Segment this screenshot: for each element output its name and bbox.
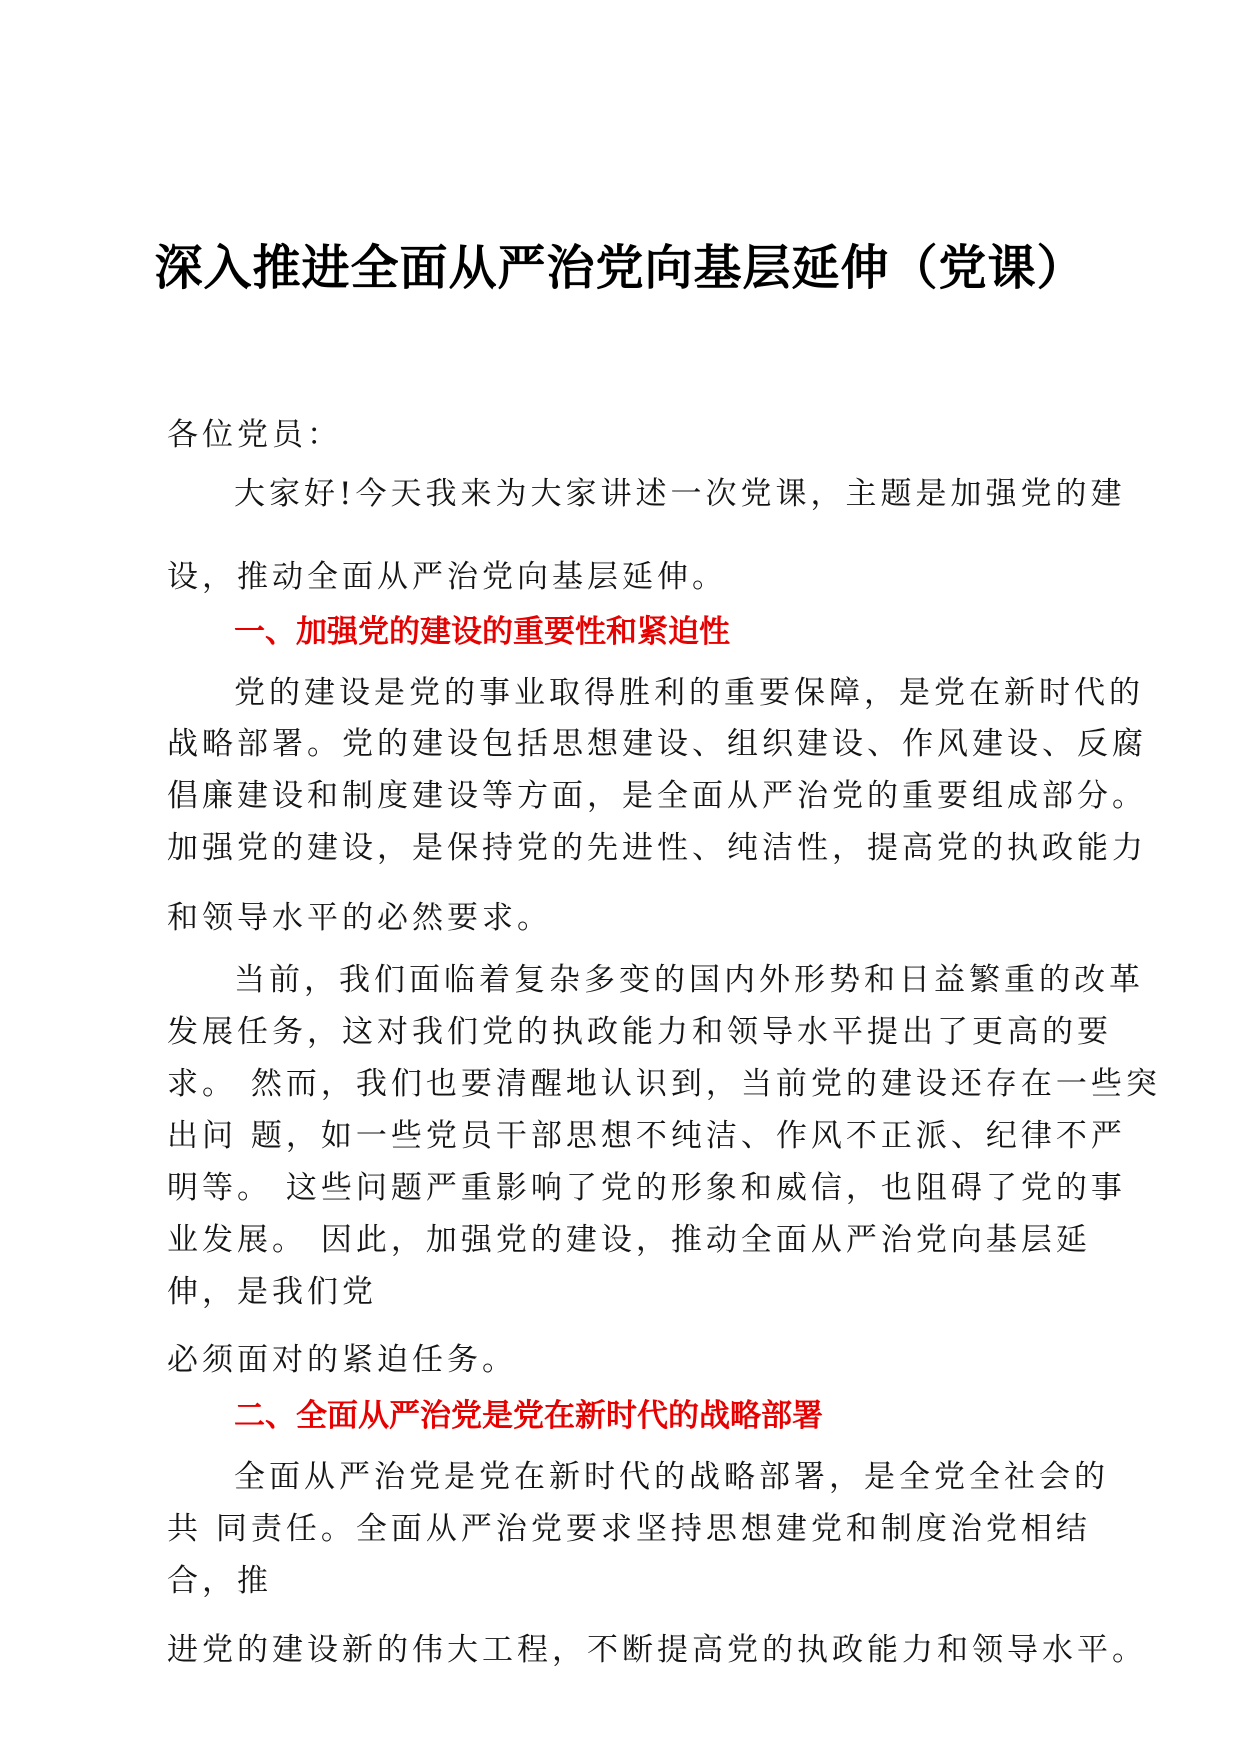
text-line: 共 同责任。全面从严治党要求坚持思想建党和制度治党相结 [167,1511,1091,1547]
text-line: 伸，是我们党 [167,1274,377,1310]
text-line: 明等。 这些问题严重影响了党的形象和威信，也阻碍了党的事 [167,1170,1126,1206]
text-line: 进党的建设新的伟大工程，不断提高党的执政能力和领导水平。 [167,1632,1147,1668]
text-line: 设，推动全面从严治党向基层延伸。 [167,559,727,595]
text-line: 全面从严治党是党在新时代的战略部署，是全党全社会的 [234,1459,1109,1495]
text-line: 党的建设是党的事业取得胜利的重要保障，是党在新时代的 [234,675,1144,711]
text-line: 业发展。 因此，加强党的建设，推动全面从严治党向基层延 [167,1222,1091,1258]
text-line: 当前，我们面临着复杂多变的国内外形势和日益繁重的改革 [234,962,1144,998]
text-line: 加强党的建设，是保持党的先进性、纯洁性，提高党的执政能力 [167,830,1147,866]
text-line: 必须面对的紧迫任务。 [167,1342,517,1378]
text-line: 合，推 [167,1563,272,1599]
text-line: 倡廉建设和制度建设等方面，是全面从严治党的重要组成部分。 [167,778,1147,814]
text-line: 战略部署。党的建设包括思想建设、组织建设、作风建设、反腐 [167,726,1147,762]
text-line: 求。 然而，我们也要清醒地认识到，当前党的建设还存在一些突 [167,1066,1161,1102]
document-title: 深入推进全面从严治党向基层延伸（党课） [154,240,1086,296]
text-line: 出问 题，如一些党员干部思想不纯洁、作风不正派、纪律不严 [167,1118,1126,1154]
text-line: 和领导水平的必然要求。 [167,900,552,936]
text-line: 发展任务，这对我们党的执政能力和领导水平提出了更高的要 [167,1014,1112,1050]
text-line: 大家好!今天我来为大家讲述一次党课，主题是加强党的建 [234,476,1126,512]
salutation-line: 各位党员： [167,417,342,453]
section-heading-1: 一、加强党的建设的重要性和紧迫性 [234,614,730,650]
section-heading-2: 二、全面从严治党是党在新时代的战略部署 [234,1398,823,1434]
